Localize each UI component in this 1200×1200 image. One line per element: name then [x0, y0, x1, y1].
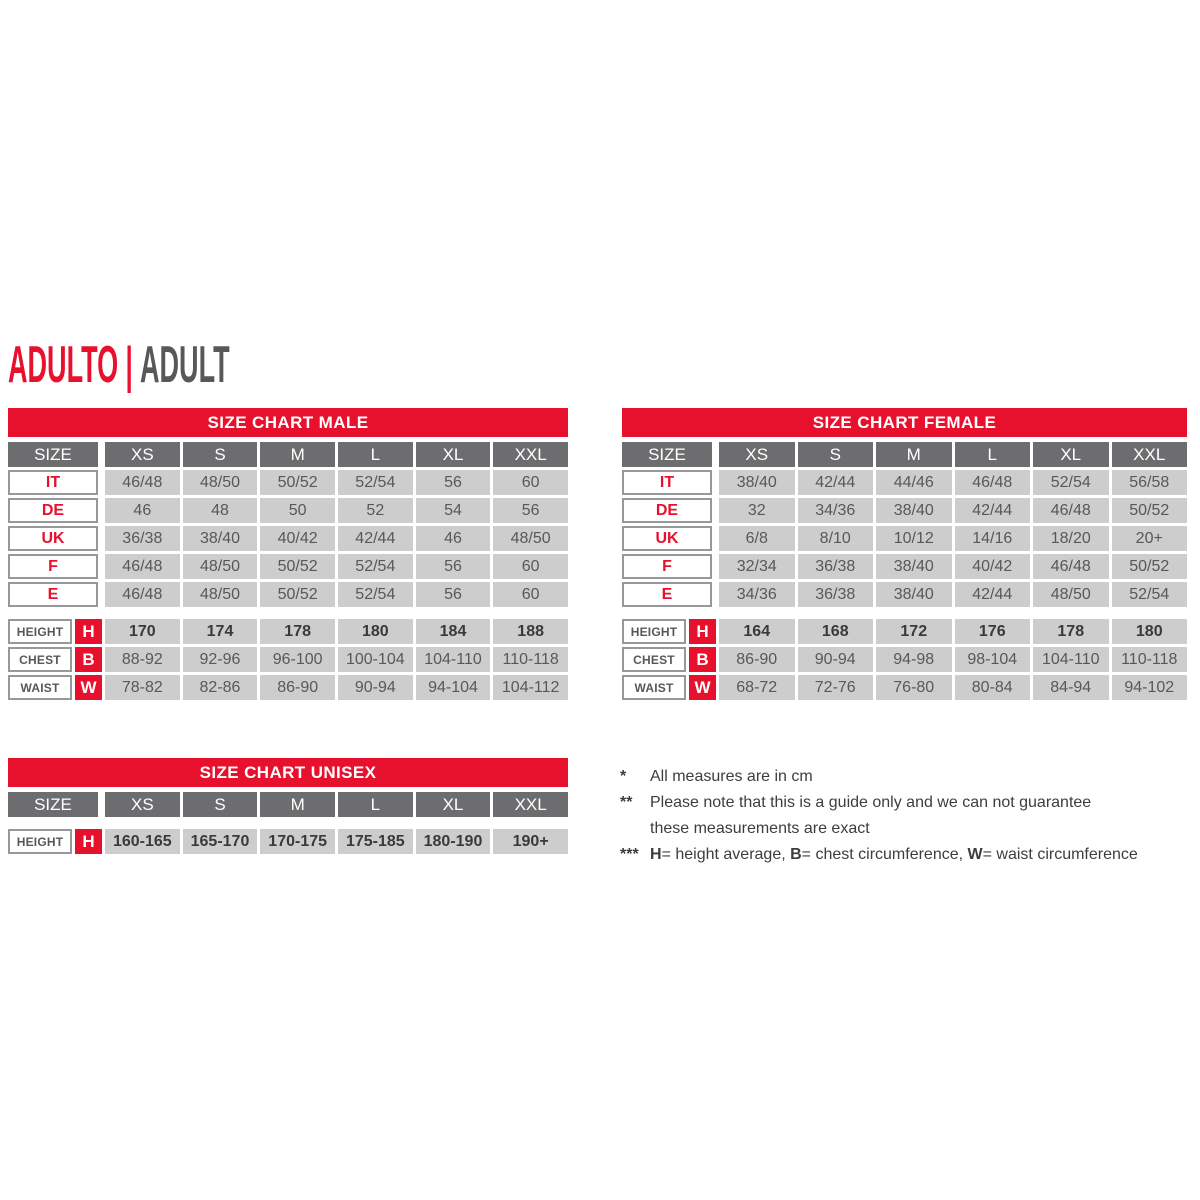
title-separator: | — [125, 337, 133, 393]
size-value-cell: 50/52 — [260, 470, 335, 495]
size-value-cell: 56 — [493, 498, 568, 523]
size-value-cell: 48 — [183, 498, 258, 523]
size-value-cell: 32 — [719, 498, 795, 523]
size-value-cell: 36/38 — [105, 526, 180, 551]
footnote-segment: = height average, — [661, 846, 791, 863]
footnote-row-3 — [620, 842, 1198, 868]
measure-value-cell: 180 — [1112, 619, 1188, 644]
table-title-bar-male: SIZE CHART MALE — [8, 408, 568, 437]
size-grid-female — [622, 442, 1187, 607]
size-value-cell: 52/54 — [338, 582, 413, 607]
size-value-cell: 38/40 — [719, 470, 795, 495]
size-value-cell: 40/42 — [260, 526, 335, 551]
size-column-header-l: L — [955, 442, 1031, 467]
measure-grid-female — [622, 619, 1187, 700]
size-column-header-s: S — [183, 442, 258, 467]
footnotes — [620, 764, 1198, 868]
measure-row-label-chest: CHEST — [622, 647, 686, 672]
size-value-cell: 32/34 — [719, 554, 795, 579]
size-corner-cell: SIZE — [8, 442, 98, 467]
size-value-cell: 36/38 — [798, 554, 874, 579]
measure-value-cell: 180-190 — [416, 829, 491, 854]
size-value-cell: 56 — [416, 554, 491, 579]
measure-value-cell: 90-94 — [798, 647, 874, 672]
size-value-cell: 42/44 — [798, 470, 874, 495]
size-grid-male — [8, 442, 568, 607]
footnote-segment: = chest circumference, — [801, 846, 968, 863]
measure-value-cell: 164 — [719, 619, 795, 644]
size-column-header-xl: XL — [416, 442, 491, 467]
measure-value-cell: 68-72 — [719, 675, 795, 700]
size-value-cell: 14/16 — [955, 526, 1031, 551]
size-chart-male-table — [8, 408, 568, 700]
footnote-key-letter: W — [967, 846, 983, 863]
size-value-cell: 52 — [338, 498, 413, 523]
footnote-key-letter: H — [650, 846, 662, 863]
size-value-cell: 38/40 — [876, 582, 952, 607]
size-value-cell: 48/50 — [183, 470, 258, 495]
region-row-label-it: IT — [8, 470, 98, 495]
measure-value-cell: 170 — [105, 619, 180, 644]
size-value-cell: 42/44 — [955, 498, 1031, 523]
measure-value-cell: 92-96 — [183, 647, 258, 672]
footnote-row-2 — [620, 790, 1198, 842]
measure-value-cell: 94-98 — [876, 647, 952, 672]
size-value-cell: 40/42 — [955, 554, 1031, 579]
measure-key-badge-w: W — [689, 675, 716, 700]
size-value-cell: 48/50 — [1033, 582, 1109, 607]
measure-value-cell: 184 — [416, 619, 491, 644]
size-value-cell: 50/52 — [260, 554, 335, 579]
size-chart-female-table — [622, 408, 1187, 700]
footnote-text: All measures are in cm — [650, 768, 813, 785]
size-chart-unisex-table — [8, 758, 568, 854]
size-value-cell: 48/50 — [183, 582, 258, 607]
size-value-cell: 60 — [493, 582, 568, 607]
size-column-header-xs: XS — [105, 792, 180, 817]
measure-value-cell: 94-102 — [1112, 675, 1188, 700]
size-column-header-xs: XS — [105, 442, 180, 467]
footnote-marker: *** — [620, 846, 639, 863]
size-value-cell: 34/36 — [798, 498, 874, 523]
title-english-label: ADULT — [139, 336, 230, 394]
size-value-cell: 44/46 — [876, 470, 952, 495]
size-value-cell: 34/36 — [719, 582, 795, 607]
region-row-label-uk: UK — [8, 526, 98, 551]
size-value-cell: 46/48 — [105, 582, 180, 607]
measure-value-cell: 78-82 — [105, 675, 180, 700]
size-value-cell: 46/48 — [105, 470, 180, 495]
measure-value-cell: 72-76 — [798, 675, 874, 700]
measure-grid-unisex — [8, 829, 568, 854]
region-row-label-e: E — [8, 582, 98, 607]
measure-key-badge-b: B — [689, 647, 716, 672]
measure-value-cell: 174 — [183, 619, 258, 644]
size-column-header-xl: XL — [416, 792, 491, 817]
size-value-cell: 52/54 — [1112, 582, 1188, 607]
measure-key-badge-h: H — [75, 619, 102, 644]
measure-value-cell: 90-94 — [338, 675, 413, 700]
measure-key-badge-b: B — [75, 647, 102, 672]
size-value-cell: 50 — [260, 498, 335, 523]
size-column-header-xs: XS — [719, 442, 795, 467]
measure-row-label-height: HEIGHT — [622, 619, 686, 644]
footnote-text: Please note that this is a guide only and we can not guarantee these measurements are exact — [650, 794, 1092, 837]
measure-value-cell: 86-90 — [260, 675, 335, 700]
measure-key-badge-h: H — [689, 619, 716, 644]
measure-value-cell: 180 — [338, 619, 413, 644]
size-value-cell: 46/48 — [1033, 554, 1109, 579]
table-title-bar-female: SIZE CHART FEMALE — [622, 408, 1187, 437]
measure-grid-male — [8, 619, 568, 700]
size-value-cell: 54 — [416, 498, 491, 523]
size-column-header-s: S — [798, 442, 874, 467]
size-value-cell: 60 — [493, 554, 568, 579]
size-value-cell: 56 — [416, 470, 491, 495]
size-value-cell: 46/48 — [105, 554, 180, 579]
size-value-cell: 46 — [416, 526, 491, 551]
size-column-header-xxl: XXL — [1112, 442, 1188, 467]
table-title-bar-unisex: SIZE CHART UNISEX — [8, 758, 568, 787]
size-value-cell: 46 — [105, 498, 180, 523]
measure-value-cell: 84-94 — [1033, 675, 1109, 700]
footnote-marker: ** — [620, 794, 633, 811]
size-value-cell: 52/54 — [338, 470, 413, 495]
measure-value-cell: 175-185 — [338, 829, 413, 854]
size-value-cell: 38/40 — [876, 498, 952, 523]
size-value-cell: 36/38 — [798, 582, 874, 607]
measure-value-cell: 172 — [876, 619, 952, 644]
measure-value-cell: 96-100 — [260, 647, 335, 672]
measure-value-cell: 178 — [260, 619, 335, 644]
measure-row-label-height: HEIGHT — [8, 829, 72, 854]
size-value-cell: 38/40 — [876, 554, 952, 579]
size-value-cell: 46/48 — [1033, 498, 1109, 523]
size-value-cell: 50/52 — [1112, 498, 1188, 523]
size-value-cell: 56/58 — [1112, 470, 1188, 495]
measure-value-cell: 86-90 — [719, 647, 795, 672]
region-row-label-uk: UK — [622, 526, 712, 551]
measure-row-label-waist: WAIST — [622, 675, 686, 700]
size-value-cell: 20+ — [1112, 526, 1188, 551]
measure-value-cell: 80-84 — [955, 675, 1031, 700]
measure-value-cell: 165-170 — [183, 829, 258, 854]
title-italian-label: ADULTO — [8, 336, 119, 394]
page-title — [8, 336, 230, 394]
measure-value-cell: 104-112 — [493, 675, 568, 700]
measure-key-badge-h: H — [75, 829, 102, 854]
size-column-header-xl: XL — [1033, 442, 1109, 467]
size-corner-cell: SIZE — [8, 792, 98, 817]
size-grid-unisex — [8, 792, 568, 817]
measure-value-cell: 178 — [1033, 619, 1109, 644]
region-row-label-de: DE — [8, 498, 98, 523]
region-row-label-e: E — [622, 582, 712, 607]
size-column-header-m: M — [260, 442, 335, 467]
size-value-cell: 46/48 — [955, 470, 1031, 495]
size-value-cell: 42/44 — [338, 526, 413, 551]
measure-row-label-chest: CHEST — [8, 647, 72, 672]
size-column-header-m: M — [260, 792, 335, 817]
size-column-header-m: M — [876, 442, 952, 467]
measure-value-cell: 76-80 — [876, 675, 952, 700]
footnote-key-letter: B — [790, 846, 802, 863]
measure-row-label-waist: WAIST — [8, 675, 72, 700]
measure-value-cell: 104-110 — [1033, 647, 1109, 672]
measure-value-cell: 188 — [493, 619, 568, 644]
size-value-cell: 52/54 — [338, 554, 413, 579]
size-corner-cell: SIZE — [622, 442, 712, 467]
size-value-cell: 48/50 — [183, 554, 258, 579]
measure-value-cell: 176 — [955, 619, 1031, 644]
measure-value-cell: 98-104 — [955, 647, 1031, 672]
size-column-header-xxl: XXL — [493, 792, 568, 817]
size-value-cell: 10/12 — [876, 526, 952, 551]
measure-key-badge-w: W — [75, 675, 102, 700]
footnote-marker: * — [620, 768, 627, 785]
footnote-row-1 — [620, 764, 1198, 790]
size-column-header-l: L — [338, 442, 413, 467]
measure-value-cell: 190+ — [493, 829, 568, 854]
measure-value-cell: 82-86 — [183, 675, 258, 700]
size-value-cell: 42/44 — [955, 582, 1031, 607]
region-row-label-f: F — [622, 554, 712, 579]
measure-value-cell: 160-165 — [105, 829, 180, 854]
size-value-cell: 48/50 — [493, 526, 568, 551]
measure-value-cell: 88-92 — [105, 647, 180, 672]
measure-value-cell: 168 — [798, 619, 874, 644]
size-value-cell: 6/8 — [719, 526, 795, 551]
region-row-label-it: IT — [622, 470, 712, 495]
measure-value-cell: 94-104 — [416, 675, 491, 700]
size-value-cell: 8/10 — [798, 526, 874, 551]
size-value-cell: 18/20 — [1033, 526, 1109, 551]
footnote-text — [650, 846, 1138, 863]
measure-row-label-height: HEIGHT — [8, 619, 72, 644]
footnote-segment: = waist circumference — [982, 846, 1138, 863]
size-value-cell: 56 — [416, 582, 491, 607]
size-value-cell: 52/54 — [1033, 470, 1109, 495]
measure-value-cell: 110-118 — [1112, 647, 1188, 672]
measure-value-cell: 170-175 — [260, 829, 335, 854]
measure-value-cell: 110-118 — [493, 647, 568, 672]
size-column-header-l: L — [338, 792, 413, 817]
region-row-label-de: DE — [622, 498, 712, 523]
region-row-label-f: F — [8, 554, 98, 579]
size-value-cell: 60 — [493, 470, 568, 495]
size-column-header-s: S — [183, 792, 258, 817]
measure-value-cell: 100-104 — [338, 647, 413, 672]
size-value-cell: 50/52 — [1112, 554, 1188, 579]
measure-value-cell: 104-110 — [416, 647, 491, 672]
size-column-header-xxl: XXL — [493, 442, 568, 467]
size-value-cell: 38/40 — [183, 526, 258, 551]
size-value-cell: 50/52 — [260, 582, 335, 607]
